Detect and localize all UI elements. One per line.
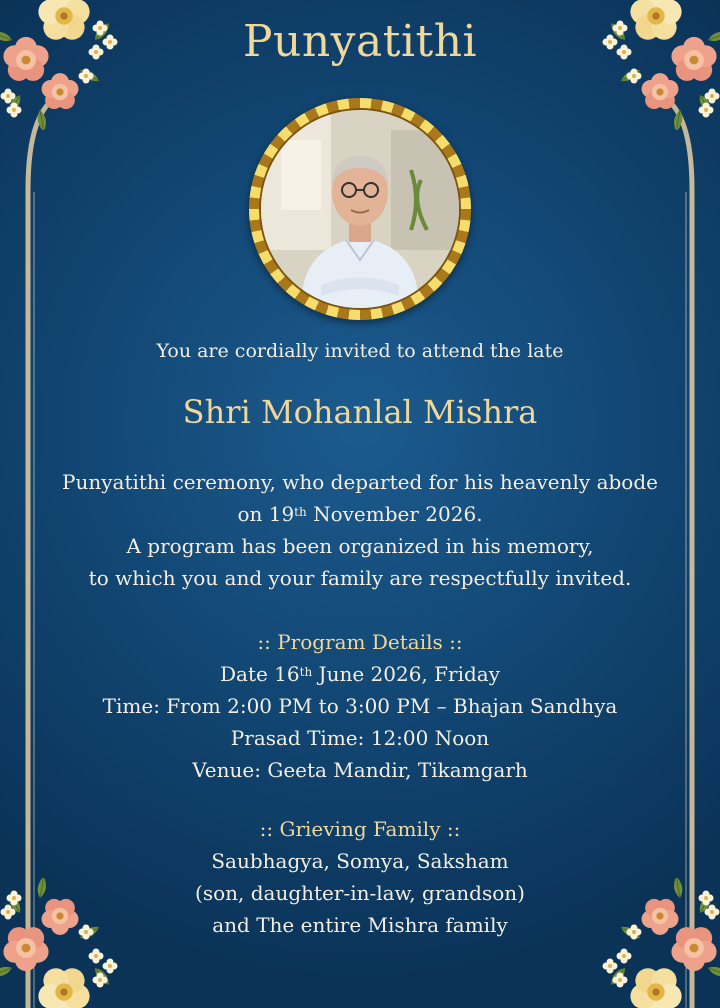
deceased-name: Shri Mohanlal Mishra [182,393,538,431]
description-line: to which you and your family are respectfully invited. [88,566,632,590]
ceremony-description [0,466,720,594]
page-title: Punyatithi [242,16,478,67]
program-heading: :: Program Details :: [257,630,463,654]
portrait-photo [259,108,461,310]
prasad-time: Prasad Time: 12:00 Noon [230,726,490,750]
family-closing: and The entire Mishra family [212,913,508,937]
program-date: Date 16th June 2026, Friday [219,662,500,686]
family-names: Saubhagya, Somya, Saksham [211,849,509,873]
grieving-family [0,813,720,941]
description-line: on 19th November 2026. [237,502,483,526]
invite-line: You are cordially invited to attend the late [156,340,564,362]
program-time: Time: From 2:00 PM to 3:00 PM – Bhajan Sandhya [102,694,618,718]
description-line: Punyatithi ceremony, who departed for his heavenly abode [62,470,658,494]
venue: Venue: Geeta Mandir, Tikamgarh [192,758,528,782]
program-details [0,626,720,786]
family-heading: :: Grieving Family :: [259,817,461,841]
description-line: A program has been organized in his memory, [126,534,594,558]
portrait-frame [249,98,471,320]
family-relations: (son, daughter-in-law, grandson) [195,881,525,905]
